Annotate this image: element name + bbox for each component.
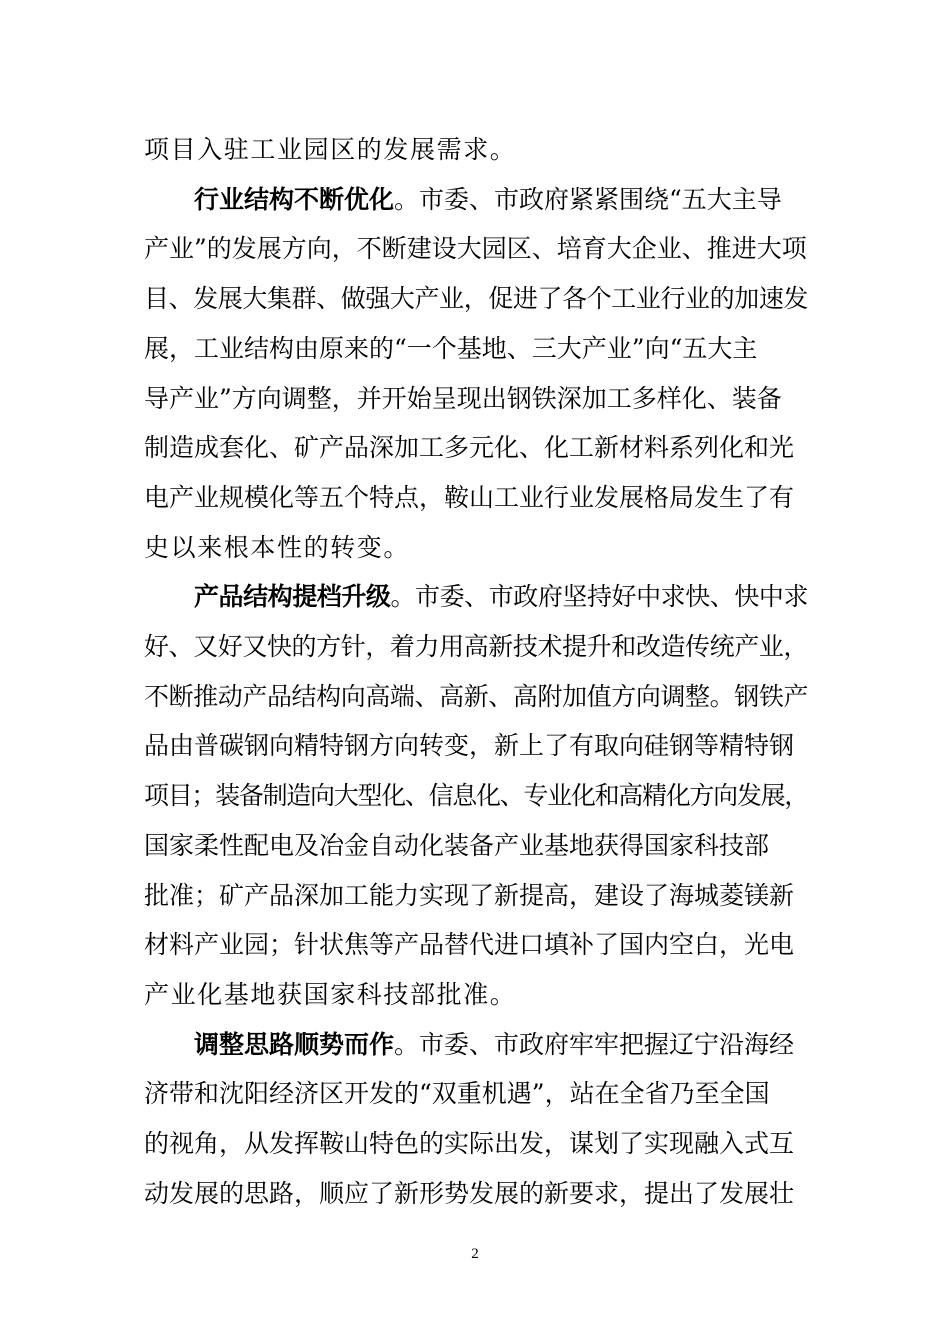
text-line <box>144 679 808 715</box>
line-text: 的视角，从发挥鞍山特色的实际出发，谋划了实现融入式互 <box>144 1129 795 1158</box>
text-line <box>144 629 808 665</box>
text-line <box>144 977 808 1013</box>
text-line <box>194 579 808 615</box>
line-text: 济带和沈阳经济区开发的“双重机遇”，站在全省乃至全国 <box>144 1079 770 1109</box>
line-text: 电产业规模化等五个特点，鞍山工业行业发展格局发生了有 <box>144 482 795 512</box>
text-line <box>144 778 808 814</box>
text-line <box>144 281 808 317</box>
line-text: 。市委、市政府牢牢把握辽宁沿海经 <box>394 1029 795 1059</box>
line-text: 导产业”方向调整，并开始呈现出钢铁深加工多样化、装备 <box>144 383 782 413</box>
line-text: 动发展的思路，顺应了新形势发展的新要求，提出了发展壮 <box>144 1178 795 1208</box>
page-number: 2 <box>471 1246 479 1262</box>
paragraph-heading: 调整思路顺势而作 <box>194 1029 395 1059</box>
line-text: 史以来根本性的转变。 <box>144 532 411 562</box>
line-text: 制造成套化、矿产品深加工多元化、化工新材料系列化和光 <box>144 433 795 463</box>
text-line <box>144 231 808 267</box>
line-text: 项目；装备制造向大型化、信息化、专业化和高精化方向发展， <box>144 781 809 811</box>
text-line <box>144 381 808 417</box>
line-text: 产业化基地获国家科技部批准。 <box>144 979 517 1009</box>
paragraph-heading: 产品结构提档升级 <box>194 582 391 612</box>
text-line <box>144 530 808 566</box>
text-line <box>144 828 808 864</box>
line-text: 品由普碳钢向精特钢方向转变，新上了有取向硅钢等精特钢 <box>144 731 795 761</box>
text-line <box>144 1126 808 1162</box>
line-text: 项目入驻工业园区的发展需求。 <box>144 135 517 164</box>
text-line <box>144 1076 808 1112</box>
line-text: 产业”的发展方向，不断建设大园区、培育大企业、推进大项 <box>144 234 807 264</box>
text-line <box>144 430 808 466</box>
line-text: 目、发展大集群、做强大产业，促进了各个工业行业的加速发 <box>144 284 809 314</box>
text-line <box>194 182 808 218</box>
paragraph-heading: 行业结构不断优化 <box>194 184 395 214</box>
line-text: 批准；矿产品深加工能力实现了新提高，建设了海城菱镁新 <box>144 880 795 910</box>
text-line <box>194 1027 808 1063</box>
line-text: 好、又好又快的方针，着力用高新技术提升和改造传统产业， <box>144 632 809 661</box>
line-text: 展，工业结构由原来的“一个基地、三大产业”向“五大主 <box>144 333 758 363</box>
text-line <box>144 480 808 516</box>
text-line <box>144 1176 808 1212</box>
text-line <box>144 927 808 963</box>
text-line <box>144 728 808 764</box>
text-line <box>144 331 808 367</box>
line-text: 。市委、市政府坚持好中求快、快中求 <box>390 582 809 612</box>
line-text: 。市委、市政府紧紧围绕“五大主导 <box>394 184 782 214</box>
text-line <box>144 132 808 168</box>
line-text: 不断推动产品结构向高端、高新、高附加值方向调整。钢铁产 <box>144 681 809 711</box>
line-text: 国家柔性配电及冶金自动化装备产业基地获得国家科技部 <box>144 830 770 860</box>
text-line <box>144 878 808 914</box>
line-text: 材料产业园；针状焦等产品替代进口填补了国内空白，光电 <box>144 930 795 960</box>
